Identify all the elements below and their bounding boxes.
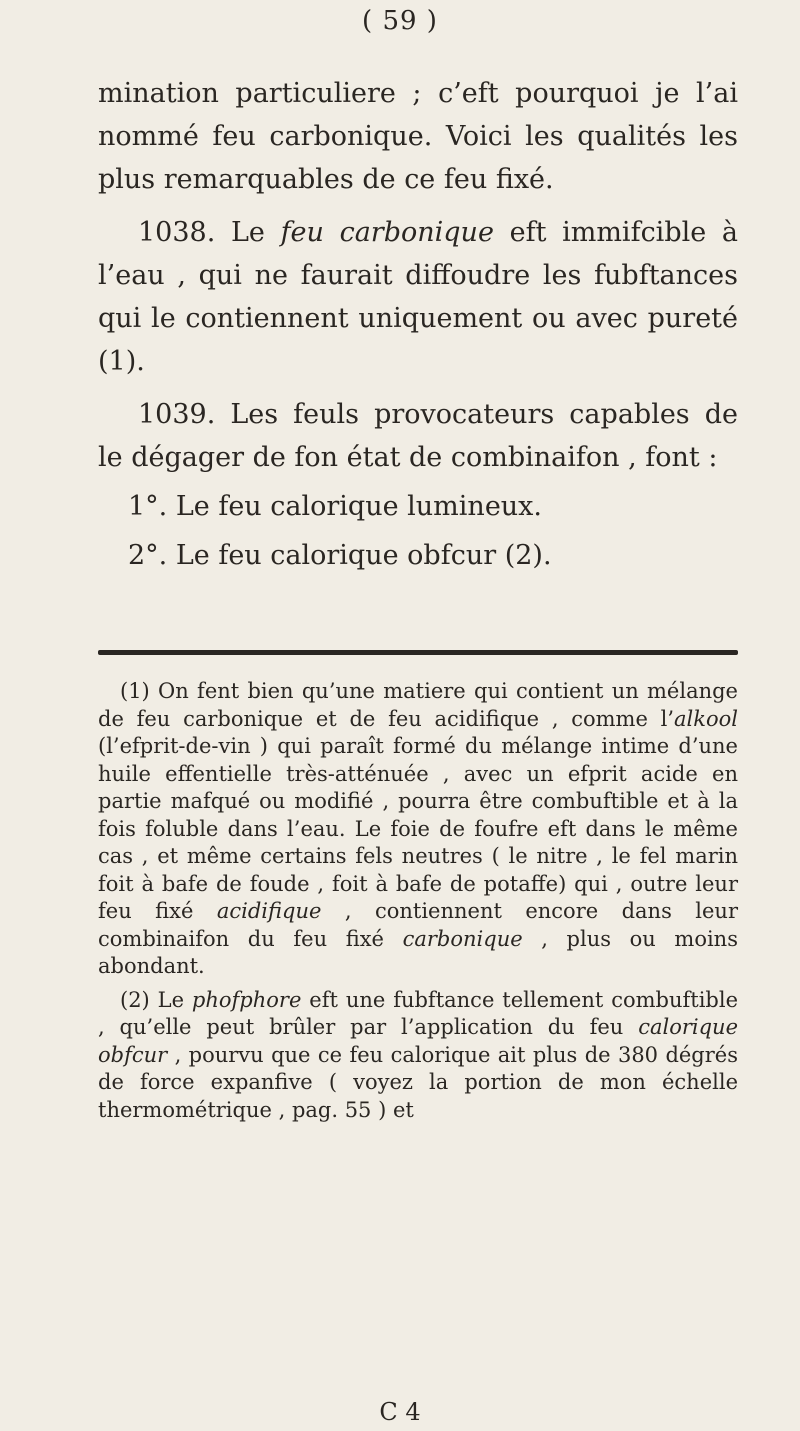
main-text [98,72,738,577]
text-line: plus remarquables de ce feu fixé. [98,164,554,195]
text-line: nommé feu carbonique. Voici les qualités les [98,121,738,152]
paragraph-1039: 1039. Les feuls provocateurs capables de le dégager de fon état de combinaifon , font : [98,399,738,473]
footnote-2: (2) Le phofphore eft une fubftance tellement combuftible , qu’elle peut brûler par l’application du feu calorique obfcur , pourvu que ce feu calorique ait plus de 380 dégrés de force expanfive ( voyez la portion de mon échelle thermométrique , pag. 55 ) et [98,987,738,1122]
paragraph-number: 1038. [138,217,216,248]
paragraph-number: 1039. [138,399,216,430]
list-item: 1°. Le feu calorique lumineux. [128,491,542,522]
footnote-marker: (1) [120,679,150,703]
term-feu-carbonique: feu carbonique [280,217,494,248]
signature-mark: C 4 [379,1398,421,1426]
footnote-1: (1) On fent bien qu’une matiere qui contient un mélange de feu carbonique et de feu acidifique , comme l’alkool (l’efprit-de-vin ) qui paraît formé du mélange intime d’une huile effentielle très-atténuée , avec un efprit acide en partie mafqué ou modifié , pourra être combuftible et à la fois foluble dans l’eau. Le foie de foufre eft dans le même cas , et même certains fels neutres ( le nitre , le fel marin foit à bafe de foude , foit à bafe de potaffe) qui , outre leur feu fixé acidifique , contiennent encore dans leur combinaifon du feu fixé carbonique , plus ou moins abondant. [98,679,738,978]
footnote-marker: (2) [120,987,150,1012]
text-line: mination particuliere ; c’eft pourquoi je l’ai [98,78,738,109]
footnote-separator [98,650,738,655]
list-item: 2°. Le feu calorique obfcur (2). [128,540,552,571]
paragraph-1038: 1038. Le feu carbonique eft immifcible à l’eau , qui ne faurait diffoudre les fubftances qui le contiennent uniquement ou avec pureté (1). [98,217,738,377]
page-number: ( 59 ) [362,6,438,36]
footnotes [98,672,738,1124]
